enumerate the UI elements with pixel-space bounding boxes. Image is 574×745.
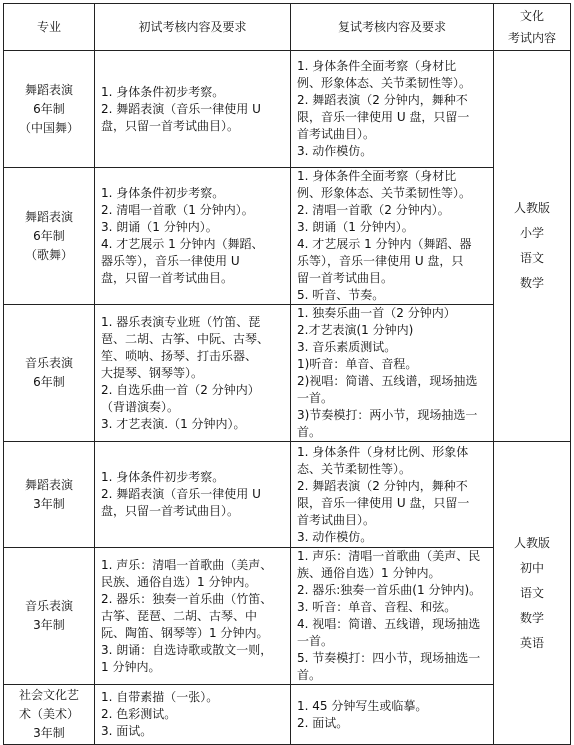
retest-line: 1. 45 分钟写生或临摹。 <box>297 698 428 713</box>
retest-line: 乐等），音乐一律使用 U 盘，只 <box>297 254 464 268</box>
prelim-line: 3. 朗诵（1 分钟内）。 <box>101 220 218 234</box>
admission-requirements-table <box>3 3 571 745</box>
prelim-line: 盘，只留一首考试曲目。 <box>101 271 234 285</box>
retest-line: 5. 听音、节奏。 <box>297 288 385 302</box>
major-cell <box>4 442 95 548</box>
prelim-line: 2. 舞蹈表演（音乐一律使用 U <box>101 101 261 116</box>
prelim-line: 器乐等），音乐一律使用 U <box>101 254 240 268</box>
major-cell <box>4 305 95 442</box>
culture-cell-junior <box>494 442 571 745</box>
culture-line: 英语 <box>519 635 544 650</box>
prelim-cell <box>95 548 291 685</box>
major-line: 6年制 <box>33 375 65 389</box>
prelim-line: 1. 身体条件初步考察。 <box>101 84 225 99</box>
major-line: 音乐表演 <box>24 599 73 613</box>
retest-cell <box>291 548 494 685</box>
prelim-cell <box>95 442 291 548</box>
culture-line: 初中 <box>519 560 544 575</box>
header-prelim: 初试考核内容及要求 <box>95 4 291 51</box>
retest-line: 4. 才艺展示 1 分钟内（舞蹈、器 <box>297 237 472 251</box>
major-cell <box>4 51 95 168</box>
retest-line: 限，音乐一律使用 U 盘，只留一 <box>297 110 470 124</box>
retest-line: 3. 动作模仿。 <box>297 529 373 544</box>
prelim-cell <box>95 685 291 745</box>
retest-line: 1. 声乐：清唱一首歌曲（美声、民 <box>297 549 481 563</box>
retest-cell <box>291 305 494 442</box>
prelim-line: 1. 声乐：清唱一首歌曲（美声、 <box>101 557 273 572</box>
retest-line: 3. 听音：单音、音程、和弦。 <box>297 600 457 614</box>
retest-line: 首考试曲目）。 <box>297 512 376 527</box>
retest-line: 1)听音：单音、音程。 <box>297 357 418 371</box>
major-cell <box>4 548 95 685</box>
retest-line: 4. 视唱：简谱、五线谱，现场抽选 <box>297 617 481 631</box>
retest-line: 首考试曲目）。 <box>297 127 376 141</box>
major-line: 3年制 <box>33 618 65 632</box>
major-line: 6年制 <box>33 101 65 116</box>
major-cell <box>4 685 95 745</box>
prelim-line: 阮、陶笛、钢琴等）1 分钟内。 <box>101 625 269 640</box>
culture-line: 人教版 <box>513 535 550 550</box>
header-retest: 复试考核内容及要求 <box>291 4 494 51</box>
header-culture-line: 文化 <box>519 9 544 23</box>
prelim-line: 2. 舞蹈表演（音乐一律使用 U <box>101 487 261 501</box>
prelim-line: 琶、二胡、古筝、中阮、古琴、 <box>101 331 270 346</box>
retest-line: 族、通俗自选）1 分钟内。 <box>297 566 441 580</box>
retest-line: 1. 身体条件（身材比例、形象体 <box>297 444 469 459</box>
culture-line: 人教版 <box>513 201 550 215</box>
header-major: 专业 <box>4 4 95 51</box>
table-row <box>4 685 571 745</box>
retest-line: 态、关节柔韧性等）。 <box>297 461 412 476</box>
retest-cell <box>291 685 494 745</box>
prelim-line: （背谱演奏）。 <box>101 399 180 414</box>
retest-line: 1. 身体条件全面考察（身材比 <box>297 169 457 183</box>
retest-line: 3. 朗诵（1 分钟内）。 <box>297 220 414 234</box>
table-row <box>4 305 571 442</box>
culture-cell-primary <box>494 51 571 442</box>
retest-line: 2. 清唱一首歌（2 分钟内）。 <box>297 203 450 217</box>
culture-line: 数学 <box>519 276 544 290</box>
major-line: 舞蹈表演 <box>24 82 73 97</box>
prelim-line: 盘，只留一首考试曲目）。 <box>101 118 240 133</box>
retest-line: 例、形象体态、关节柔韧性等）。 <box>297 76 472 90</box>
header-row <box>4 4 571 51</box>
major-line: 舞蹈表演 <box>24 477 73 492</box>
prelim-line: 笙、唢呐、扬琴、打击乐器、 <box>101 348 258 363</box>
table-row <box>4 51 571 168</box>
major-line: 3年制 <box>33 726 65 740</box>
header-culture-line: 考试内容 <box>507 31 556 45</box>
retest-line: 2. 器乐:独奏一首乐曲(1 分钟内)。 <box>297 583 482 597</box>
retest-cell <box>291 168 494 305</box>
prelim-line: 3. 朗诵：自选诗歌或散文一则， <box>101 642 273 657</box>
prelim-line: 盘，只留一首考试曲目）。 <box>101 504 240 518</box>
retest-line: 例、形象体态、关节柔韧性等）。 <box>297 186 472 200</box>
retest-cell <box>291 442 494 548</box>
prelim-line: 3. 才艺表演.（1 分钟内）。 <box>101 416 246 431</box>
major-line: 术（美术） <box>18 707 79 721</box>
prelim-line: 2. 色彩测试。 <box>101 707 177 721</box>
header-culture <box>494 4 571 51</box>
prelim-line: 1. 身体条件初步考察。 <box>101 470 225 484</box>
retest-line: 2. 舞蹈表演（2 分钟内，舞种不 <box>297 478 468 493</box>
retest-line: 1. 独奏乐曲一首（2 分钟内） <box>297 306 456 320</box>
prelim-line: 4. 才艺展示 1 分钟内（舞蹈、 <box>101 237 264 251</box>
retest-line: 首。 <box>297 668 322 682</box>
culture-line: 小学 <box>519 226 544 240</box>
prelim-line: 大提琴、钢琴等）。 <box>101 365 204 380</box>
retest-line: 3. 音乐素质测试。 <box>297 340 397 354</box>
prelim-line: 1 分钟内。 <box>101 659 161 674</box>
retest-line: 1. 身体条件全面考察（身材比 <box>297 59 457 73</box>
prelim-line: 1. 自带素描（一张）。 <box>101 690 219 704</box>
major-line: 6年制 <box>33 228 65 243</box>
prelim-line: 2. 器乐：独奏一首乐曲（竹笛、 <box>101 591 273 606</box>
retest-line: 2. 舞蹈表演（2 分钟内，舞种不 <box>297 93 468 107</box>
retest-line: 留一首考试曲目。 <box>297 271 394 285</box>
retest-line: 2. 面试。 <box>297 715 349 730</box>
major-line: （歌舞） <box>24 247 73 262</box>
retest-line: 首。 <box>297 425 322 439</box>
prelim-line: 2. 清唱一首歌（1 分钟内）。 <box>101 203 254 217</box>
prelim-line: 1. 器乐表演专业班（竹笛、琵 <box>101 314 261 329</box>
retest-line: 3)节奏模打：两小节，现场抽选一 <box>297 408 478 422</box>
retest-line: 3. 动作模仿。 <box>297 144 373 158</box>
major-line: （中国舞） <box>18 120 79 135</box>
prelim-line: 民族、通俗自选）1 分钟内。 <box>101 574 257 589</box>
prelim-cell <box>95 51 291 168</box>
retest-cell <box>291 51 494 168</box>
retest-line: 一首。 <box>297 391 334 405</box>
table-row <box>4 442 571 548</box>
prelim-cell <box>95 305 291 442</box>
retest-line: 2.才艺表演(1 分钟内) <box>297 323 414 337</box>
retest-line: 一首。 <box>297 634 334 648</box>
retest-line: 限，音乐一律使用 U 盘，只留一 <box>297 495 470 510</box>
major-line: 3年制 <box>33 496 65 511</box>
culture-line: 语文 <box>519 251 544 265</box>
retest-line: 2)视唱：简谱、五线谱，现场抽选 <box>297 374 478 388</box>
prelim-line: 古筝、琵琶、二胡、古琴、中 <box>101 608 258 623</box>
major-line: 音乐表演 <box>24 356 73 370</box>
culture-line: 语文 <box>519 585 544 600</box>
prelim-cell <box>95 168 291 305</box>
prelim-line: 2. 自选乐曲一首（2 分钟内） <box>101 382 260 397</box>
major-line: 舞蹈表演 <box>24 209 73 224</box>
retest-line: 5. 节奏模打：四小节，现场抽选一 <box>297 651 481 665</box>
major-cell <box>4 168 95 305</box>
table-row <box>4 548 571 685</box>
prelim-line: 3. 面试。 <box>101 724 153 738</box>
prelim-line: 1. 身体条件初步考察。 <box>101 186 225 200</box>
table-row <box>4 168 571 305</box>
major-line: 社会文化艺 <box>18 688 79 702</box>
culture-line: 数学 <box>519 610 544 625</box>
